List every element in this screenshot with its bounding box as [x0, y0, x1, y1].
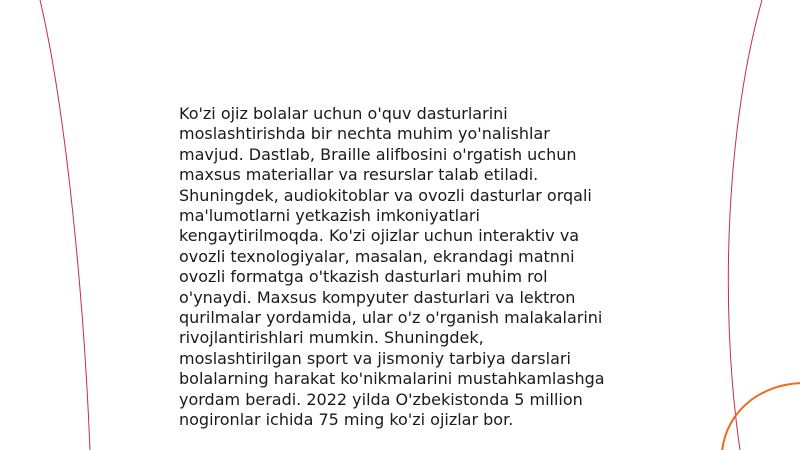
- slide-body-text: Ko'zi ojiz bolalar uchun o'quv dasturlarini moslashtirishda bir nechta muhim yo'nalishlar mavjud. Dastlab, Braille alifbosini o'rgatish uchun maxsus materiallar va resurslar talab etiladi. Shuningdek, audiokitoblar va ovozli dasturlar orqali ma'lumotlarni yetkazish imkoniyatlari kengaytirilmoqda. Ko'zi ojizlar uchun interaktiv va ovozli texnologiyalar, masalan, ekrandagi matnni ovozli formatga o'tkazish dasturlari muhim rol o'ynaydi. Maxsus kompyuter dasturlari va lektron qurilmalar yordamida, ular o'z o'rganish malakalarini rivojlantirishlari mumkin. Shuningdek, moslashtirilgan sport va jismoniy tarbiya darslari bolalarning harakat ko'nikmalarini mustahkamlashga yordam beradi. 2022 yilda O'zbekistonda 5 million nogironlar ichida 75 ming ko'zi ojizlar bor.: [179, 104, 605, 430]
- right-decorative-curve: [728, 0, 762, 450]
- left-decorative-curve: [40, 0, 90, 450]
